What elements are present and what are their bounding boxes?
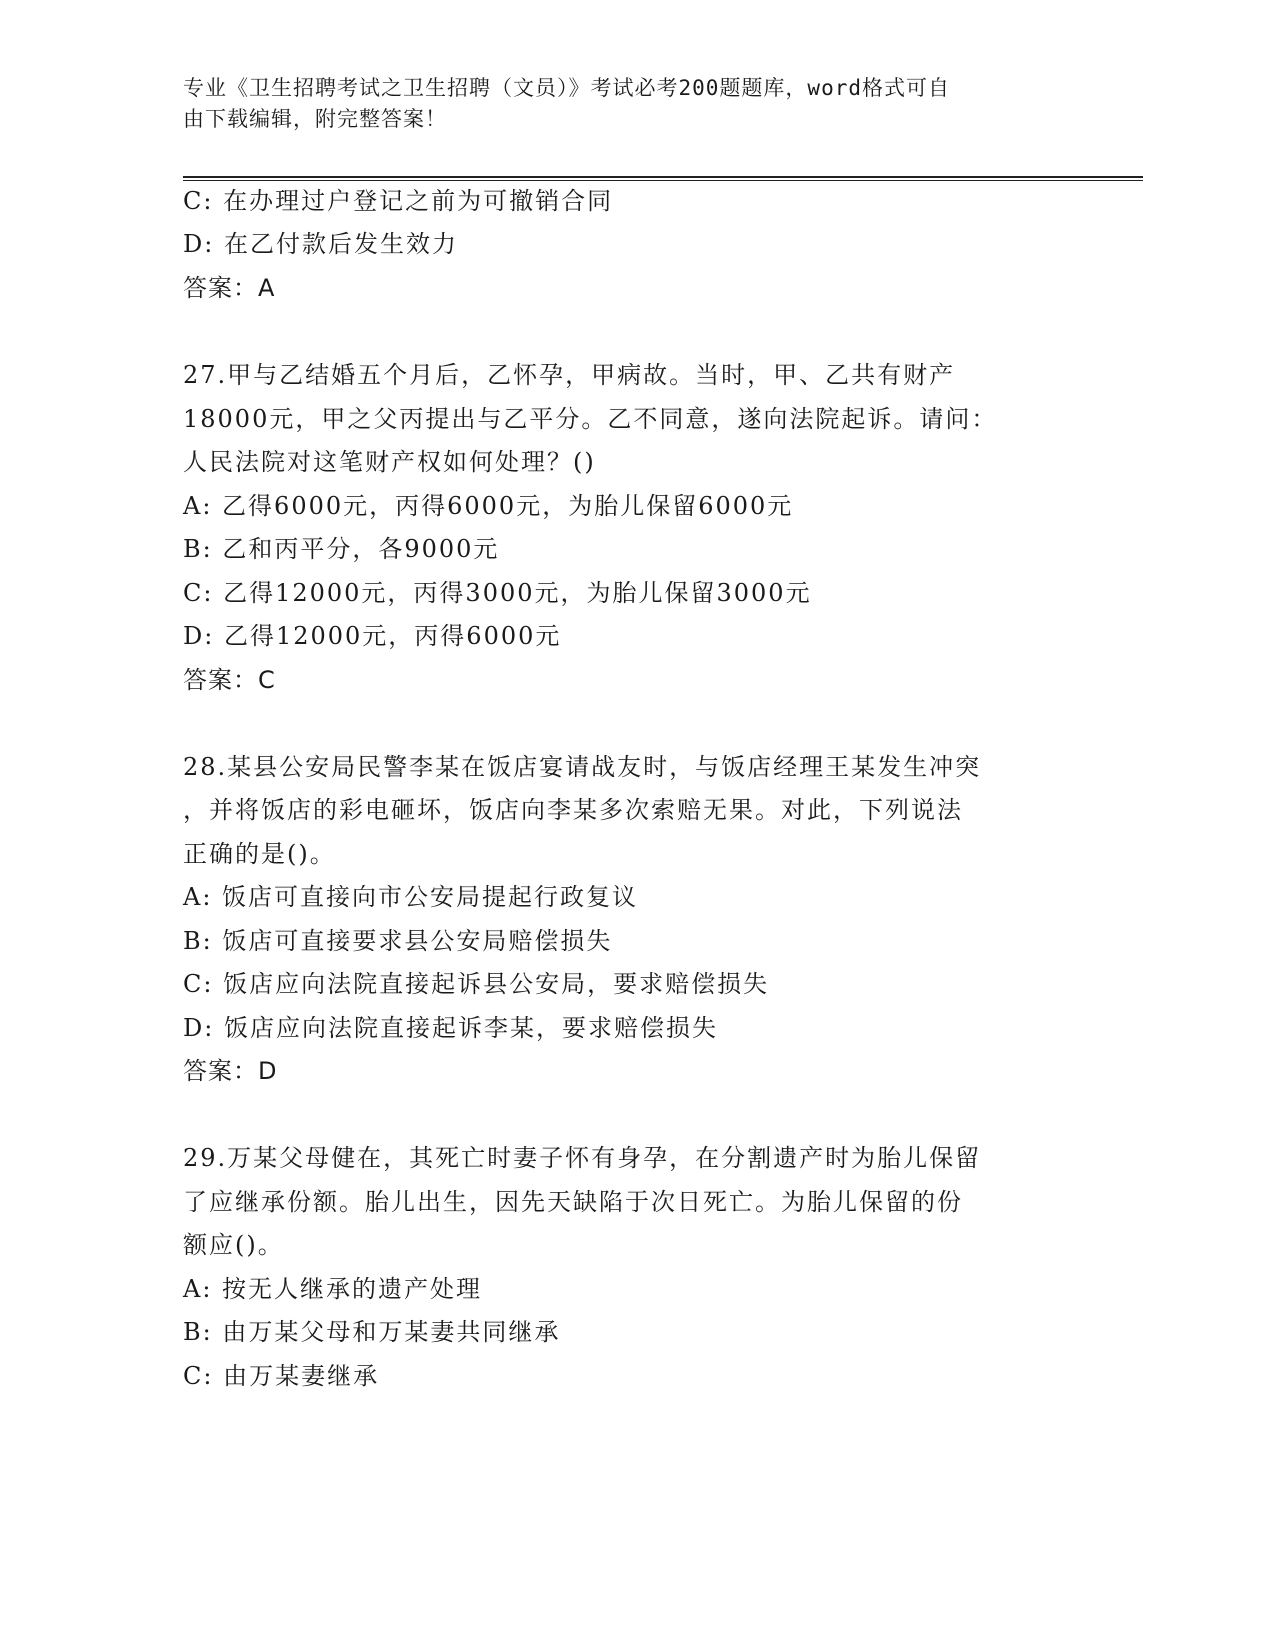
question-text-line: 27.甲与乙结婚五个月后，乙怀孕，甲病故。当时，甲、乙共有财产 — [183, 361, 956, 389]
option-c: C: 乙得12000元，丙得3000元，为胎儿保留3000元 — [183, 579, 812, 607]
question-text-line: 29.万某父母健在，其死亡时妻子怀有身孕，在分割遗产时为胎儿保留 — [183, 1144, 982, 1172]
question-text-line: 正确的是()。 — [183, 840, 336, 868]
option-a: A: 乙得6000元，丙得6000元，为胎儿保留6000元 — [183, 492, 794, 520]
question-text-line: 额应()。 — [183, 1231, 284, 1259]
option-b: B: 由万某父母和万某妻共同继承 — [183, 1318, 561, 1346]
question-text-line: 了应继承份额。胎儿出生，因先天缺陷于次日死亡。为胎儿保留的份 — [183, 1188, 963, 1216]
option-c: C: 由万某妻继承 — [183, 1362, 380, 1390]
option-c: C: 在办理过户登记之前为可撤销合同 — [183, 187, 614, 215]
option-b: B: 饭店可直接要求县公安局赔偿损失 — [183, 927, 613, 955]
option-d: D: 在乙付款后发生效力 — [183, 230, 458, 258]
question-text-line: 18000元，甲之父丙提出与乙平分。乙不同意，遂向法院起诉。请问： — [183, 405, 998, 433]
question-text-line: 28.某县公安局民警李某在饭店宴请战友时，与饭店经理王某发生冲突 — [183, 753, 982, 781]
option-a: A: 按无人继承的遗产处理 — [183, 1275, 483, 1303]
header-line-1: 专业《卫生招聘考试之卫生招聘（文员）》考试必考200题题库，word格式可自 — [183, 76, 950, 100]
option-b: B: 乙和丙平分，各9000元 — [183, 535, 500, 563]
answer: 答案：A — [183, 274, 276, 302]
document-header — [183, 73, 1083, 135]
option-a: A: 饭店可直接向市公安局提起行政复议 — [183, 883, 639, 911]
header-line-2: 由下载编辑，附完整答案！ — [183, 107, 447, 131]
question-text-line: 人民法院对这笔财产权如何处理？() — [183, 448, 596, 476]
option-d: D: 饭店应向法院直接起诉李某，要求赔偿损失 — [183, 1014, 718, 1042]
answer: 答案：C — [183, 666, 276, 694]
option-d: D: 乙得12000元，丙得6000元 — [183, 622, 562, 650]
question-text-line: ，并将饭店的彩电砸坏，饭店向李某多次索赔无果。对此，下列说法 — [183, 796, 963, 824]
answer: 答案：D — [183, 1057, 278, 1085]
option-c: C: 饭店应向法院直接起诉县公安局，要求赔偿损失 — [183, 970, 770, 998]
